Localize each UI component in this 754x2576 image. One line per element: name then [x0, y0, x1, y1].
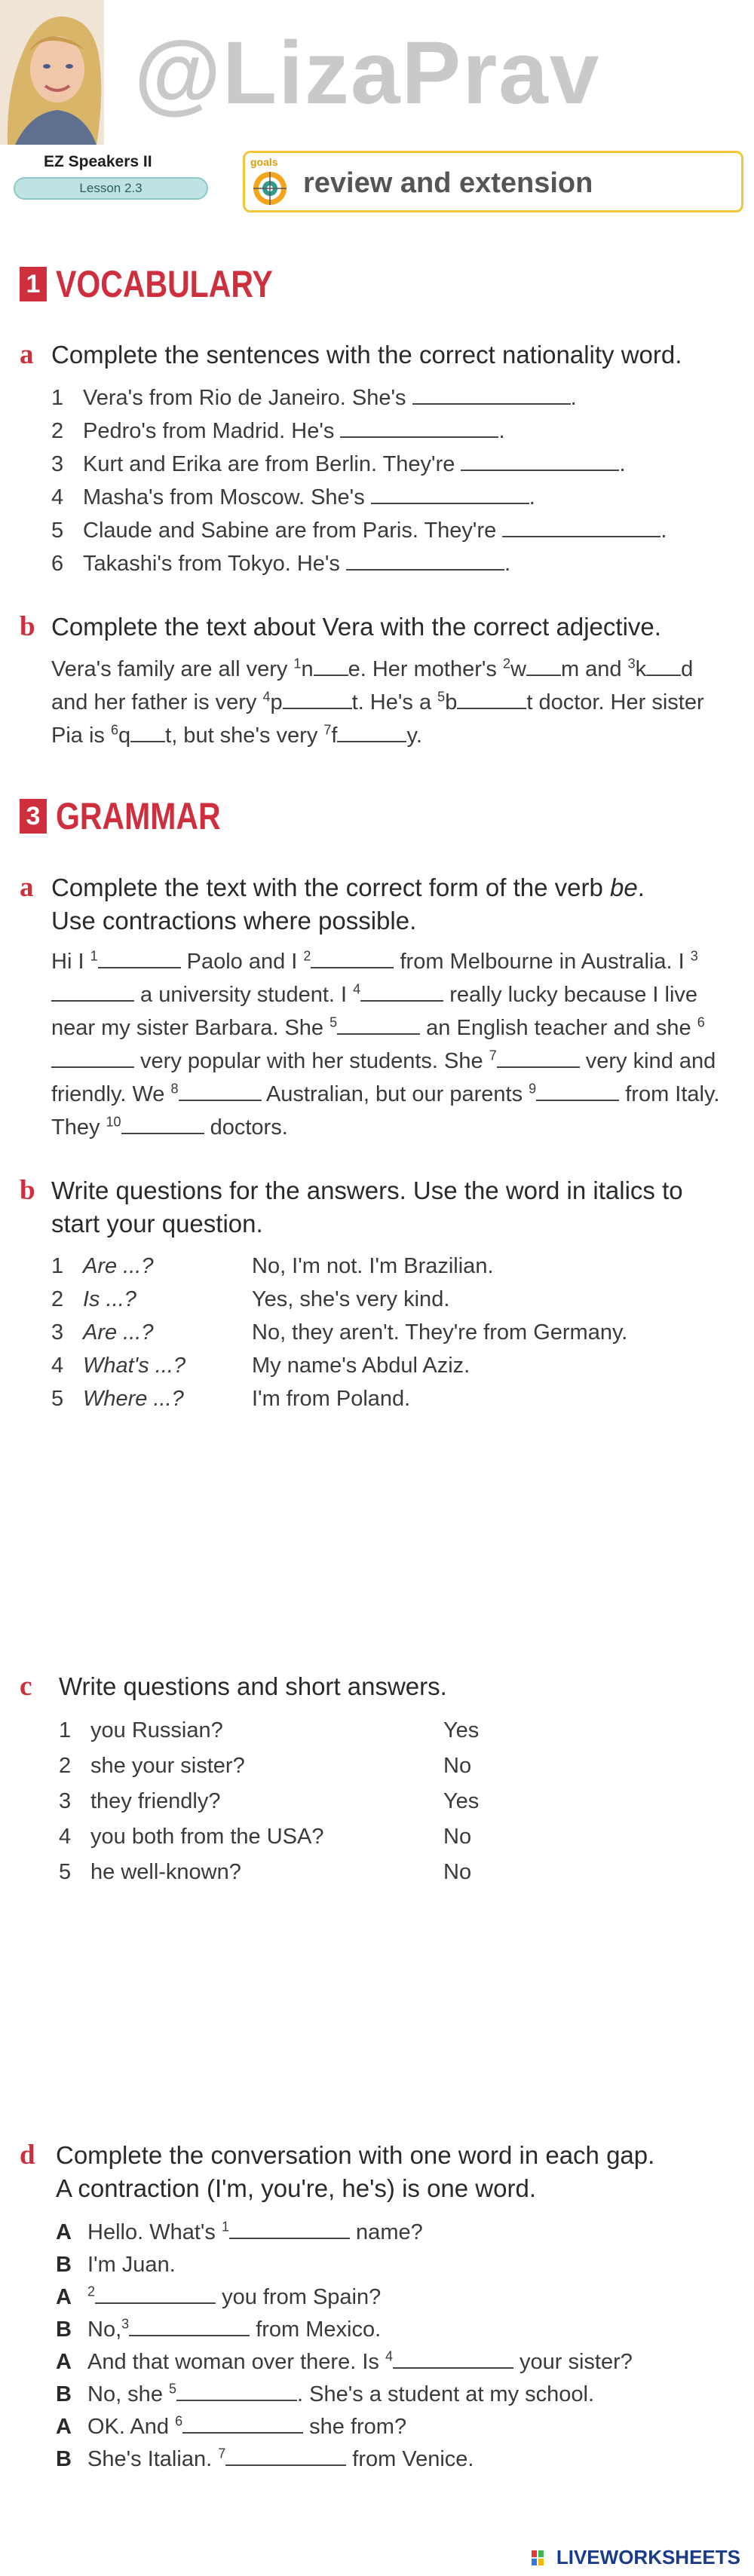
goals-title: review and extension	[303, 167, 593, 199]
exercise-instruction: Write questions and short answers.	[59, 1672, 447, 1700]
dialogue-line: B I'm Juan.	[56, 2253, 176, 2277]
dialogue-line: A OK. And $^6$ she from?	[56, 2413, 407, 2439]
exercise-instruction: Complete the sentences with the correct nationality word.	[51, 341, 682, 369]
dialogue-line: B She's Italian. $^7$ from Venice.	[56, 2446, 474, 2471]
exercise-letter: b	[20, 1175, 35, 1206]
exercise-instruction: Write questions for the answers. Use the word in italics to start your question.	[51, 1176, 683, 1238]
course-name: EZ Speakers II	[44, 153, 152, 170]
watermark: @LizaPrav	[134, 23, 601, 123]
list-item: 1 Vera's from Rio de Janeiro. She's .	[51, 386, 577, 410]
exercise-letter: c	[20, 1671, 32, 1702]
dialogue-line: A Hello. What's $^1$ name?	[56, 2219, 423, 2244]
list-item: 6 Takashi's from Tokyo. He's .	[51, 552, 511, 576]
exercise-letter: b	[20, 611, 35, 642]
vera-text: Vera's family are all very $^1$n e. Her mother's $^2$w m and $^3$k d and her father is very $^4$p t. He's a $^5$b t doctor. Her sister Pia is $^6$q t, but she's very $^7$f y.	[51, 656, 704, 748]
section-title: GRAMMAR	[56, 795, 221, 837]
exercise-instruction: Complete the text about Vera with the correct adjective.	[51, 613, 661, 641]
exercise-letter: a	[20, 339, 34, 370]
section-number: 3	[20, 799, 47, 834]
section-title: VOCABULARY	[56, 263, 273, 305]
list-item: 2 Is ...? Yes, she's very kind.	[51, 1287, 450, 1311]
dialogue-line: B No,$^3$ from Mexico.	[56, 2316, 382, 2342]
goals-label: goals	[250, 156, 278, 168]
exercise-instruction: Complete the conversation with one word in each gap. A contraction (I'm, you're, he's) is one word.	[56, 2141, 655, 2202]
list-item: 5 Claude and Sabine are from Paris. They're .	[51, 519, 667, 543]
list-item: 5 Where ...? I'm from Poland.	[51, 1387, 411, 1411]
exercise-letter: d	[20, 2140, 35, 2171]
dialogue-line: B No, she $^5$ . She's a student at my school.	[56, 2381, 595, 2406]
target-icon	[252, 170, 288, 210]
list-item: 4 Masha's from Moscow. She's .	[51, 485, 535, 509]
list-item: 1 Are ...? No, I'm not. I'm Brazilian.	[51, 1254, 494, 1278]
list-item: 4 you both from the USA? No	[59, 1825, 472, 1849]
list-item: 5 he well-known? No	[59, 1860, 472, 1884]
dialogue-line: A And that woman over there. Is $^4$ your sister?	[56, 2348, 633, 2374]
list-item: 2 Pedro's from Madrid. He's .	[51, 419, 505, 443]
paolo-text: Hi I $^1$ Paolo and I $^2$ from Melbourne in Australia. I $^3$ a university student. I $^4$ really lucky because I live near my sister Barbara. She $^5$ an English teacher and she $^6$ very popular with her students. She $^7$ very kind and friendly. We $^8$ Australian, but our parents $^9$ from Italy. They $^{10}$ doctors.	[51, 948, 720, 1140]
list-item: 3 Kurt and Erika are from Berlin. They're .	[51, 452, 626, 476]
list-item: 4 What's ...? My name's Abdul Aziz.	[51, 1354, 470, 1378]
section-number: 1	[20, 267, 47, 301]
exercise-letter: a	[20, 872, 34, 903]
list-item: 2 she your sister? No	[59, 1754, 472, 1778]
list-item: 1 you Russian? Yes	[59, 1718, 480, 1742]
list-item: 3 they friendly? Yes	[59, 1789, 480, 1813]
author-avatar	[0, 0, 104, 145]
liveworksheets-logo-icon	[532, 2550, 551, 2565]
footer-brand: LIVEWORKSHEETS	[532, 2546, 740, 2569]
dialogue-line: A $^2$ you from Spain?	[56, 2284, 382, 2309]
exercise-instruction: Complete the text with the correct form of the verb be. Use contractions where possible.	[51, 873, 645, 935]
lesson-badge: Lesson 2.3	[14, 177, 208, 200]
list-item: 3 Are ...? No, they aren't. They're from Germany.	[51, 1320, 628, 1345]
